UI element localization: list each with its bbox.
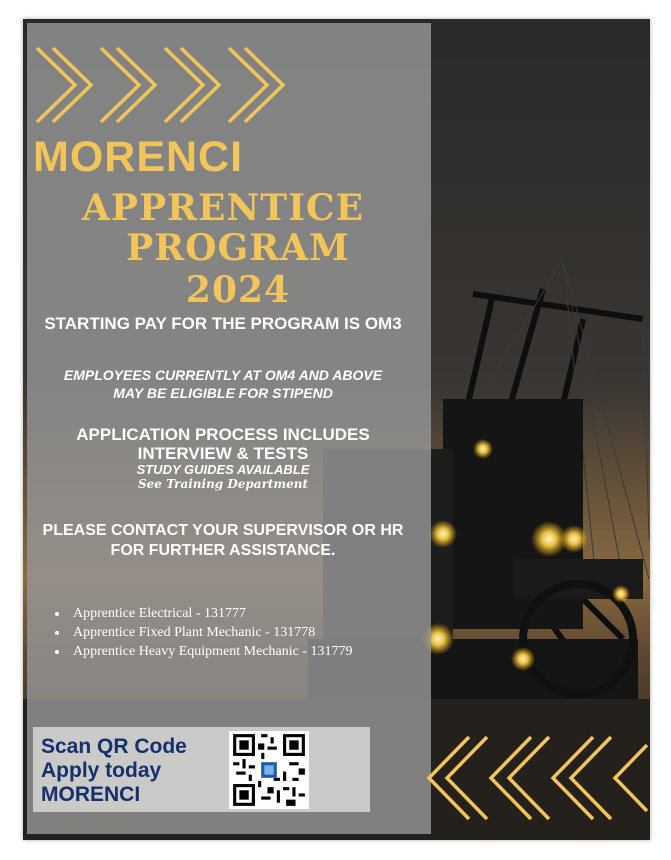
job-list: [43, 604, 353, 661]
qr-line-2: Apply today: [41, 759, 162, 782]
training-dept-text: See Training Department: [137, 477, 309, 491]
starting-pay-text: STARTING PAY FOR THE PROGRAM IS OM3: [44, 314, 402, 333]
contact-line-1: PLEASE CONTACT YOUR SUPERVISOR OR HR: [42, 522, 404, 539]
study-guides-text: STUDY GUIDES AVAILABLE: [136, 462, 310, 477]
qr-callout: [33, 727, 370, 812]
list-item: • Apprentice Heavy Equipment Mechanic - 131779: [69, 642, 353, 661]
stipend-line-1: EMPLOYEES CURRENTLY AT OM4 AND ABOVE: [63, 367, 383, 383]
flyer-page: [23, 19, 650, 840]
title-program: PROGRAM 2024: [126, 227, 350, 311]
contact-text: [23, 521, 423, 561]
application-line-1: APPLICATION PROCESS INCLUDES: [76, 425, 370, 444]
qr-line-3: MORENCI: [41, 783, 141, 806]
brand-title: MORENCI: [33, 133, 244, 181]
list-item: • Apprentice Fixed Plant Mechanic - 131778: [69, 623, 353, 642]
list-item: • Apprentice Electrical - 131777: [69, 604, 353, 623]
application-line-2: INTERVIEW & TESTS: [137, 444, 309, 463]
application-text: [23, 425, 423, 463]
stipend-line-2: MAY BE ELIGIBLE FOR STIPEND: [113, 385, 333, 401]
qr-line-1: Scan QR Code: [41, 735, 187, 758]
title-apprentice: APPRENTICE: [81, 187, 365, 229]
chevron-left-icon: [425, 733, 650, 823]
qr-code-icon[interactable]: [229, 731, 309, 809]
contact-line-2: FOR FURTHER ASSISTANCE.: [110, 542, 336, 559]
stipend-text: [23, 366, 423, 402]
chevron-right-icon: [33, 44, 293, 126]
